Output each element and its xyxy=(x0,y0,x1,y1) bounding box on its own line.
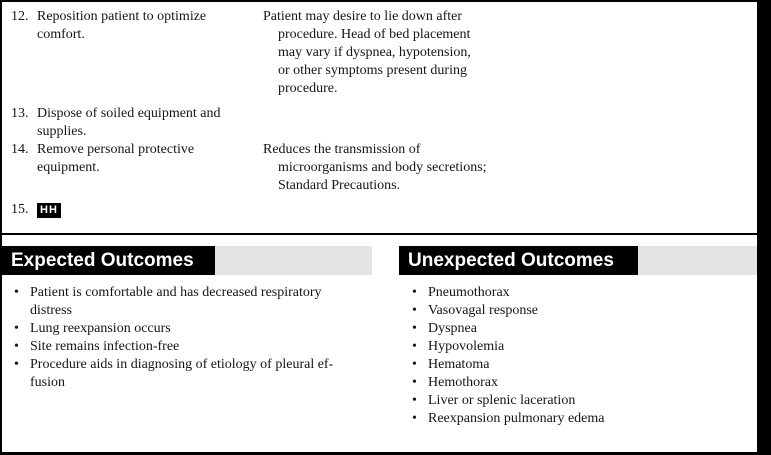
step-number: 12. xyxy=(11,9,29,24)
bullet-marker: • xyxy=(412,411,417,426)
outcome-list-item xyxy=(412,410,757,428)
header-gap xyxy=(372,246,399,275)
step-rationale: Patient may desire to lie down after procedure. Head of bed placement may vary if dyspnea, hypotension, or other symptoms present during procedure. xyxy=(263,9,471,96)
outcomes-header-row xyxy=(2,246,757,275)
step-number: 13. xyxy=(11,106,29,121)
unexpected-outcomes-header xyxy=(399,246,638,275)
outcome-item-text: Hypovolemia xyxy=(428,339,505,354)
procedure-step xyxy=(2,105,757,141)
outcome-list-item xyxy=(14,284,400,320)
outcome-item-text: Reexpansion pulmonary edema xyxy=(428,411,605,426)
outcome-list-item xyxy=(412,284,757,302)
step-action: Remove personal protective equipment. xyxy=(37,142,195,175)
page-right-edge-bar xyxy=(757,0,771,455)
page-content xyxy=(2,2,757,428)
outcome-list-item xyxy=(412,302,757,320)
outcome-item-text: Liver or splenic laceration xyxy=(428,393,576,408)
unexpected-header-gray-strip xyxy=(638,246,757,275)
bullet-marker: • xyxy=(412,303,417,318)
outcome-item-text: Procedure aids in diagnosing of etiology of pleural ef- fusion xyxy=(30,357,334,390)
outcomes-columns xyxy=(2,284,757,428)
outcome-item-text: Hemothorax xyxy=(428,375,498,390)
bullet-marker: • xyxy=(14,339,19,354)
procedure-steps-list xyxy=(2,2,757,219)
unexpected-outcomes-title: Unexpected Outcomes xyxy=(408,250,614,271)
expected-outcomes-title: Expected Outcomes xyxy=(11,250,194,271)
bullet-marker: • xyxy=(412,393,417,408)
outcome-list-item xyxy=(14,320,400,338)
procedure-step xyxy=(2,141,757,195)
bullet-marker: • xyxy=(412,339,417,354)
outcome-item-text: Patient is comfortable and has decreased respiratory distress xyxy=(30,285,322,318)
step-action: Dispose of soiled equipment and supplies. xyxy=(37,106,221,139)
step-action xyxy=(37,201,263,219)
outcome-item-text: Vasovagal response xyxy=(428,303,539,318)
procedure-step xyxy=(2,201,757,219)
outcome-item-text: Lung reexpansion occurs xyxy=(30,321,171,336)
bullet-marker: • xyxy=(14,285,19,300)
expected-outcomes-list xyxy=(2,284,400,428)
outcome-item-text: Site remains infection-free xyxy=(30,339,180,354)
hand-hygiene-icon: HH xyxy=(37,203,61,218)
unexpected-outcomes-list xyxy=(400,284,757,428)
bullet-marker: • xyxy=(412,321,417,336)
expected-outcomes-header xyxy=(2,246,215,275)
step-number: 14. xyxy=(11,142,29,157)
outcome-list-item xyxy=(14,338,400,356)
step-rationale: Reduces the transmission of microorganisms and body secretions; Standard Precautions. xyxy=(263,142,487,193)
outcome-item-text: Pneumothorax xyxy=(428,285,510,300)
bullet-marker: • xyxy=(412,357,417,372)
expected-header-gray-strip xyxy=(215,246,372,275)
outcome-item-text: Hematoma xyxy=(428,357,490,372)
outcome-list-item xyxy=(412,392,757,410)
step-action: Reposition patient to optimize comfort. xyxy=(37,9,207,42)
bullet-marker: • xyxy=(14,357,19,372)
bullet-marker: • xyxy=(412,285,417,300)
outcome-list-item xyxy=(412,320,757,338)
procedure-step xyxy=(2,8,757,98)
outcome-list-item xyxy=(412,374,757,392)
bullet-marker: • xyxy=(412,375,417,390)
outcome-list-item xyxy=(14,356,400,392)
outcome-item-text: Dyspnea xyxy=(428,321,477,336)
step-number: 15. xyxy=(11,202,29,217)
section-divider-rule xyxy=(2,233,757,235)
bullet-marker: • xyxy=(14,321,19,336)
outcome-list-item xyxy=(412,356,757,374)
outcome-list-item xyxy=(412,338,757,356)
